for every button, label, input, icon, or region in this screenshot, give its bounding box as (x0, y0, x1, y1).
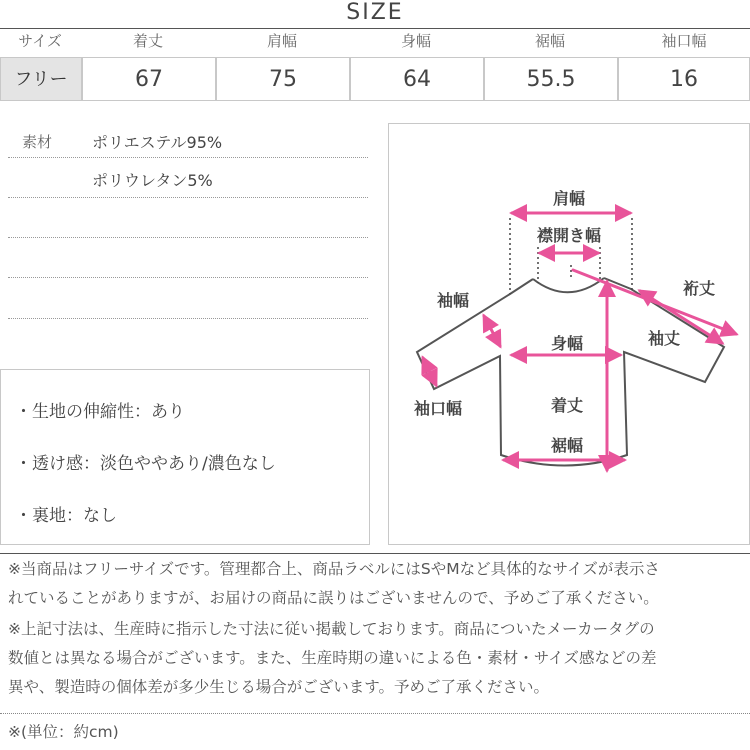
label-neck: 襟開き幅 (536, 226, 602, 245)
label-sleeve-length: 袖丈 (647, 329, 681, 348)
material-line-2: ポリウレタン5% (92, 171, 213, 190)
size-title: SIZE (346, 0, 404, 25)
label-body-width: 身幅 (550, 334, 584, 353)
header-length: 着丈 (132, 32, 163, 50)
notes-block (8, 555, 748, 702)
label-shoulder: 肩幅 (552, 189, 586, 208)
feature-stretch: ・生地の伸縮性：あり (15, 402, 185, 422)
note-line: れていることがありますが、お届けの商品に誤りはございませんので、予めご了承ください。 (8, 589, 659, 607)
label-hem: 裾幅 (550, 436, 584, 455)
cell-cuff: 16 (618, 57, 750, 101)
cell-body-width: 64 (350, 57, 484, 101)
notes-top-rule (0, 553, 750, 554)
feature-sheerness: ・透け感：淡色ややあり/濃色なし (15, 454, 276, 474)
header-cuff: 袖口幅 (661, 32, 707, 50)
header-hem: 裾幅 (534, 32, 565, 50)
cell-size-free: フリー (0, 57, 82, 101)
material-label: 素材 (22, 133, 53, 151)
note-line: ※上記寸法は、生産時に指示した寸法に従い掲載しております。商品についたメーカータグの (8, 620, 655, 638)
cell-hem: 55.5 (484, 57, 618, 101)
label-sleeve-width: 袖幅 (436, 291, 470, 310)
cell-length: 67 (82, 57, 216, 101)
header-body-width: 身幅 (400, 32, 431, 50)
sleeve-width-arrow (484, 316, 500, 346)
unit-note: ※(単位：約cm) (8, 723, 119, 741)
note-line: 異や、製造時の個体差が多少生じる場合がございます。予めご了承ください。 (8, 678, 549, 696)
cell-shoulder: 75 (216, 57, 350, 101)
note-line: ※当商品はフリーサイズです。管理都合上、商品ラベルにはSやMなど具体的なサイズが表示さ (8, 560, 660, 578)
note-line: 数値とは異なる場合がございます。また、生産時期の違いによる色・素材・サイズ感などの差 (8, 649, 657, 667)
label-cuff: 袖口幅 (413, 399, 463, 418)
feature-lining: ・裏地：なし (15, 506, 117, 526)
material-line-1: ポリエステル95% (92, 133, 223, 152)
header-shoulder: 肩幅 (266, 32, 297, 50)
header-size: サイズ (18, 32, 62, 50)
label-yuki: 裄丈 (682, 279, 716, 298)
notes-bottom-rule (0, 713, 750, 714)
label-length: 着丈 (550, 396, 584, 415)
